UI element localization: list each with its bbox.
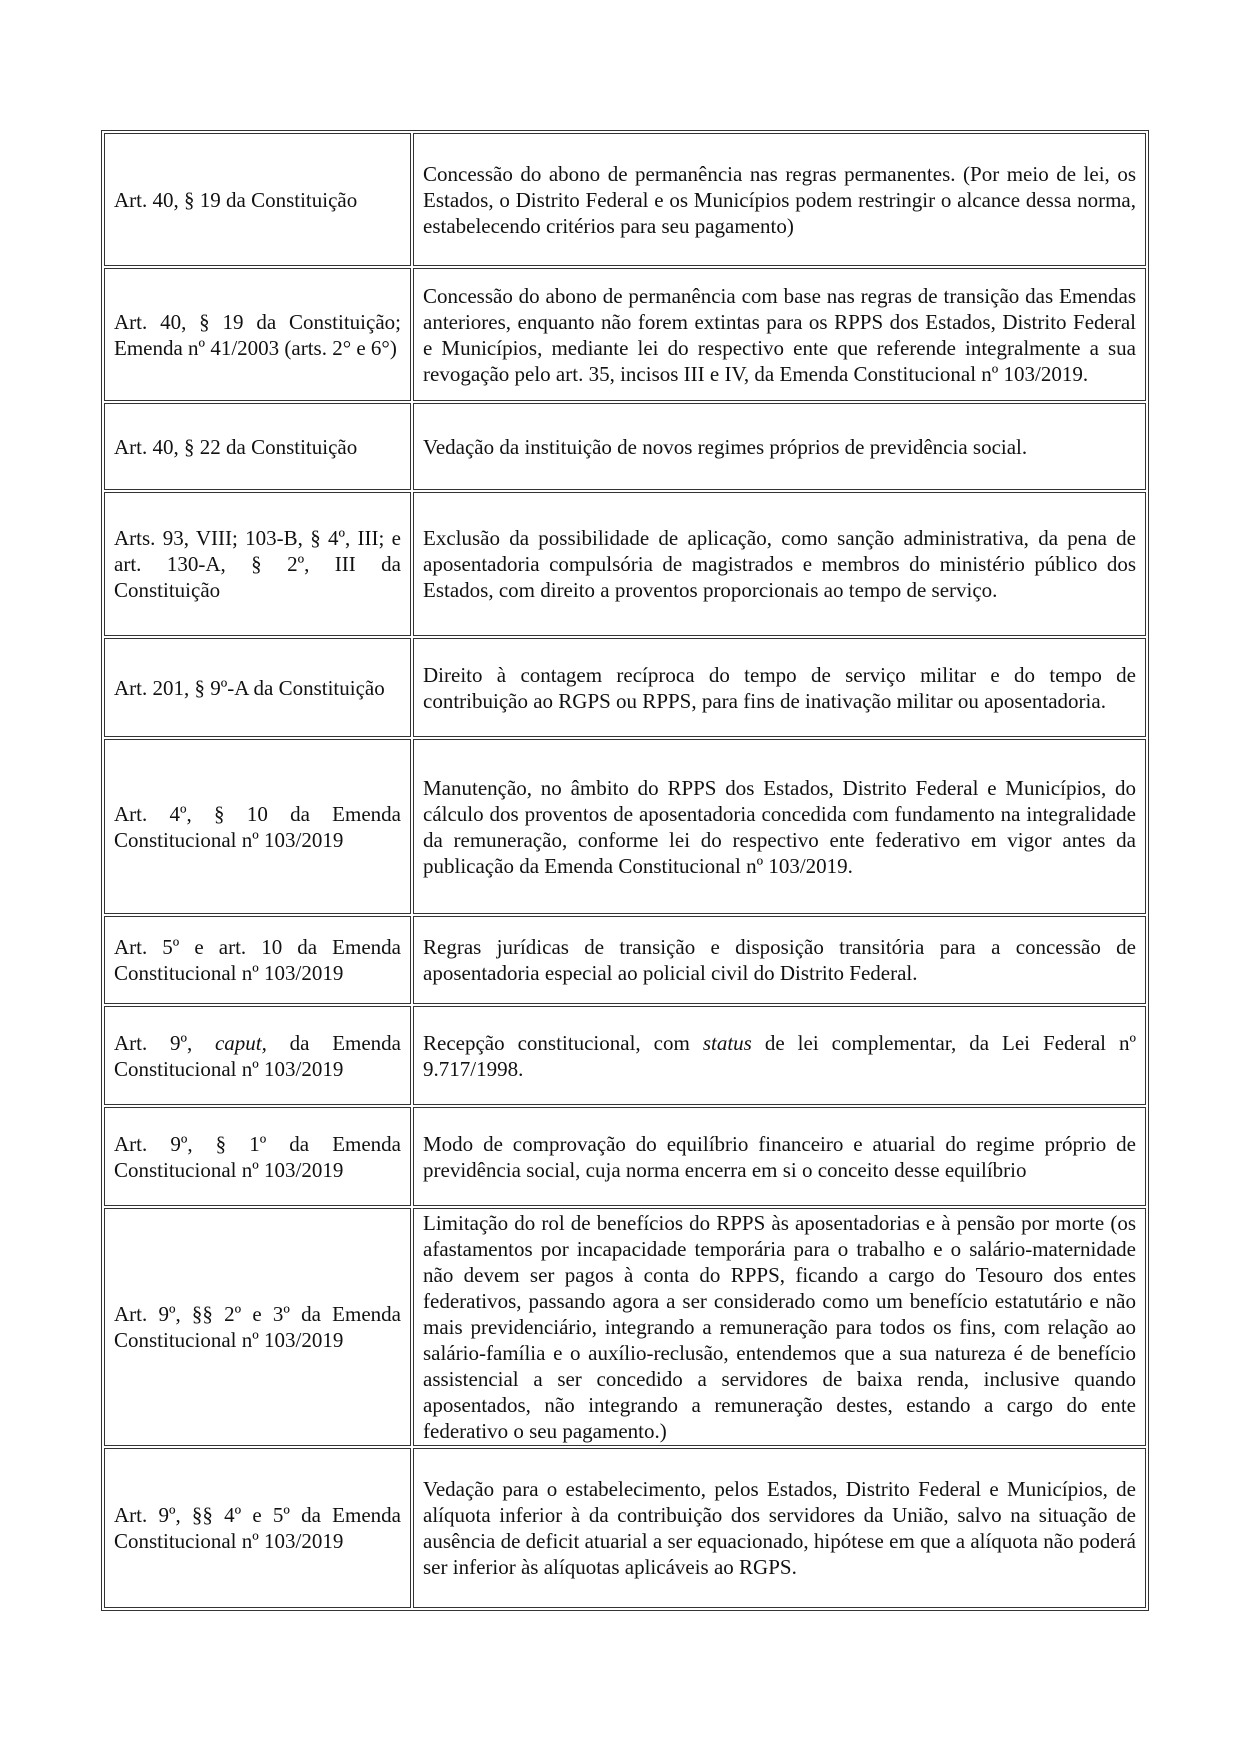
table-row [104,638,1146,737]
provision-description: Manutenção, no âmbito do RPPS dos Estados, Distrito Federal e Municípios, do cálculo dos proventos de aposentadoria concedida com fundamento na integralidade da remuneração, conforme lei do respectivo ente federativo em vigor antes da publicação da Emenda Constitucional nº 103/2019. [413,739,1146,914]
provision-reference: Art. 9º, § 1º da Emenda Constitucional nº 103/2019 [104,1107,411,1206]
table-row [104,1448,1146,1608]
provision-reference: Arts. 93, VIII; 103-B, § 4º, III; e art. 130-A, § 2º, III da Constituição [104,492,411,636]
provision-description: Vedação da instituição de novos regimes próprios de previdência social. [413,403,1146,490]
description-text: Recepção constitucional, com [423,1030,703,1055]
provision-description: Exclusão da possibilidade de aplicação, como sanção administrativa, da pena de aposentadoria compulsória de magistrados e membros do ministério público dos Estados, com direito a proventos proporcionais ao tempo de serviço. [413,492,1146,636]
provision-description: Vedação para o estabelecimento, pelos Estados, Distrito Federal e Municípios, de alíquota inferior à da contribuição dos servidores da União, salvo na situação de ausência de deficit atuarial a ser equacionado, hipótese em que a alíquota não poderá ser inferior às alíquotas aplicáveis ao RGPS. [413,1448,1146,1608]
reference-text: Art. 9º, [114,1030,215,1055]
table-row [104,1006,1146,1105]
description-text: de lei complementar, da Lei Federal nº 9.717/1998. [423,1030,1136,1081]
table-row [104,1208,1146,1446]
table-row [104,268,1146,401]
table-row [104,739,1146,914]
table-row [104,133,1146,266]
provision-reference [104,1006,411,1105]
table-row [104,403,1146,490]
provision-reference: Art. 40, § 22 da Constituição [104,403,411,490]
provision-description: Limitação do rol de benefícios do RPPS às aposentadorias e à pensão por morte (os afastamentos por incapacidade temporária para o trabalho e o salário-maternidade não devem ser pagos à conta do RPPS, ficando a cargo do Tesouro dos entes federativos, passando agora a ser considerado como um benefício estatutário e não mais previdenciário, integrando a remuneração para todos os fins, com relação ao salário-família e o auxílio-reclusão, entendemos que a sua natureza é de benefício assistencial a ser concedido a servidores de baixa renda, inclusive quando aposentados, não integrando a remuneração destes, estando a cargo do ente federativo o seu pagamento.) [413,1208,1146,1446]
provision-reference: Art. 5º e art. 10 da Emenda Constitucional nº 103/2019 [104,916,411,1004]
provision-reference: Art. 9º, §§ 2º e 3º da Emenda Constitucional nº 103/2019 [104,1208,411,1446]
description-italic-text: status [702,1030,752,1055]
table-row [104,492,1146,636]
provision-reference: Art. 9º, §§ 4º e 5º da Emenda Constitucional nº 103/2019 [104,1448,411,1608]
provision-description: Regras jurídicas de transição e disposição transitória para a concessão de aposentadoria especial ao policial civil do Distrito Federal. [413,916,1146,1004]
provision-reference: Art. 40, § 19 da Constituição [104,133,411,266]
provision-description: Concessão do abono de permanência nas regras permanentes. (Por meio de lei, os Estados, o Distrito Federal e os Municípios podem restringir o alcance dessa norma, estabelecendo critérios para seu pagamento) [413,133,1146,266]
reference-text: da Emenda Constitucional nº 103/2019 [114,1030,401,1081]
provision-description: Concessão do abono de permanência com base nas regras de transição das Emendas anteriores, enquanto não forem extintas para os RPPS dos Estados, Distrito Federal e Municípios, mediante lei do respectivo ente que referende integralmente a sua revogação pelo art. 35, incisos III e IV, da Emenda Constitucional nº 103/2019. [413,268,1146,401]
provision-reference: Art. 40, § 19 da Constituição; Emenda nº 41/2003 (arts. 2° e 6°) [104,268,411,401]
provision-reference: Art. 201, § 9º-A da Constituição [104,638,411,737]
provision-description: Modo de comprovação do equilíbrio financeiro e atuarial do regime próprio de previdência social, cuja norma encerra em si o conceito desse equilíbrio [413,1107,1146,1206]
table-row [104,1107,1146,1206]
provision-description: Direito à contagem recíproca do tempo de serviço militar e do tempo de contribuição ao RGPS ou RPPS, para fins de inativação militar ou aposentadoria. [413,638,1146,737]
provision-reference: Art. 4º, § 10 da Emenda Constitucional nº 103/2019 [104,739,411,914]
table-row [104,916,1146,1004]
legal-provisions-table [101,130,1149,1611]
provision-description [413,1006,1146,1105]
reference-italic-text: caput, [214,1030,267,1055]
